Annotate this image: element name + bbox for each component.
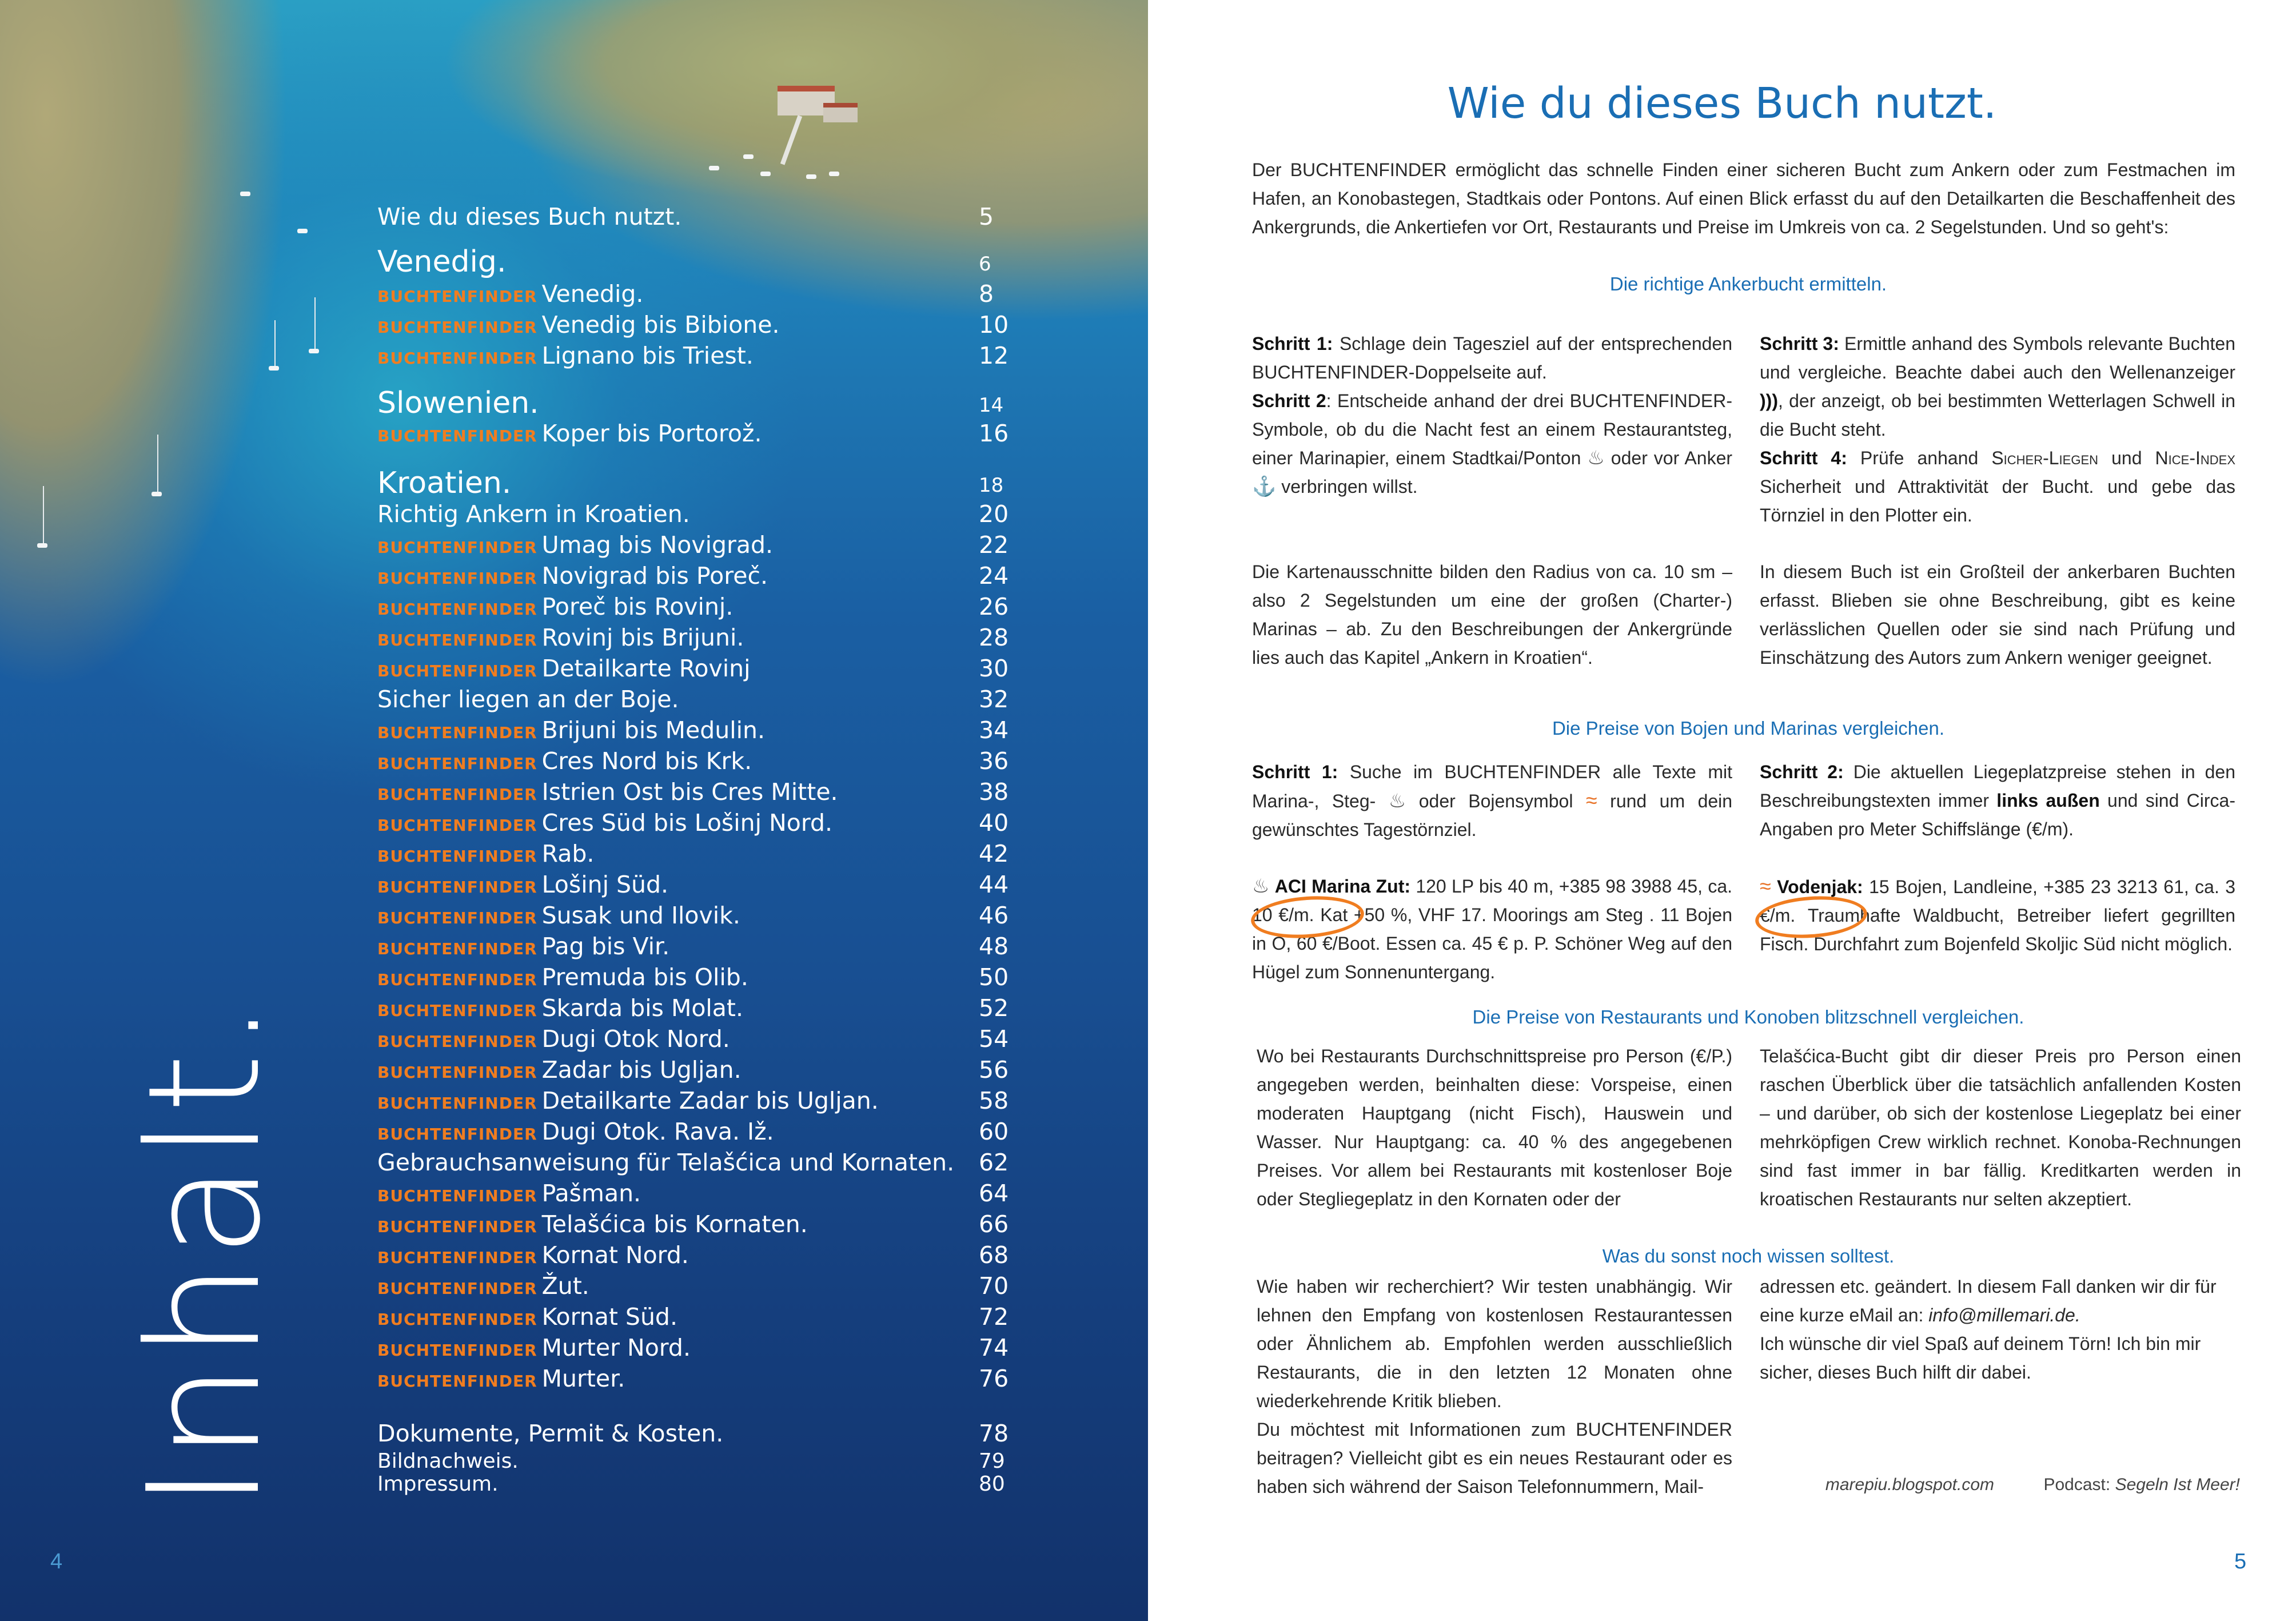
toc-entry[interactable] [377, 386, 1004, 420]
toc-page-number: 16 [979, 420, 1009, 447]
contact-paragraph [1760, 1272, 2241, 1387]
toc-page-number: 72 [979, 1303, 1009, 1331]
step-text: : Entscheide anhand der drei BUCHTENFINDER-Symbole, ob du die Nacht fest an einem Restaurantsteg, einer Marinapier, einem Stadtkai/Ponton [1252, 391, 1732, 468]
toc-prefix: BUCHTENFINDER [377, 816, 537, 835]
toc-prefix: BUCHTENFINDER [377, 1125, 537, 1144]
sailboat [37, 543, 47, 548]
toc-prefix: BUCHTENFINDER [377, 427, 537, 445]
toc-title: Richtig Ankern in Kroatien. [377, 500, 690, 528]
wish-text: Ich wünsche dir viel Spaß auf deinem Törn! Ich bin mir sicher, dieses Buch hilft dir dabei. [1760, 1333, 2201, 1383]
toc-title: Wie du dieses Buch nutzt. [377, 203, 682, 230]
toc-entry[interactable] [377, 342, 1009, 376]
toc-page-number: 50 [979, 963, 1009, 991]
sailboat-mast [43, 486, 44, 543]
marina-icon: ♨ [1252, 875, 1270, 897]
podcast-label: Podcast: [2043, 1475, 2111, 1494]
toc-page-number: 48 [979, 933, 1009, 960]
toc-prefix: BUCHTENFINDER [377, 785, 537, 804]
section-heading-more-info: Was du sonst noch wissen solltest. [1602, 1245, 1895, 1266]
step-label: Schritt 1: [1252, 333, 1333, 354]
toc-title: Brijuni bis Medulin. [541, 716, 766, 744]
toc-prefix: BUCHTENFINDER [377, 1279, 537, 1298]
research-paragraph [1257, 1272, 1732, 1501]
toc-title: Kornat Süd. [541, 1303, 677, 1331]
toc-entry[interactable] [377, 1303, 1009, 1337]
toc-entry[interactable] [377, 466, 1004, 500]
toc-entry[interactable] [377, 1365, 1009, 1399]
step-text: Suche im BUCHTENFINDER alle Texte mit Marina-, Steg- [1252, 762, 1733, 811]
toc-entry[interactable] [377, 1241, 1009, 1276]
buoy-icon: ≈ [1760, 874, 1771, 898]
podcast-name: Segeln Ist Meer! [2115, 1475, 2240, 1494]
toc-title: Koper bis Portorož. [541, 420, 762, 447]
restaurant-building [823, 103, 858, 122]
intro-paragraph: Der BUCHTENFINDER ermöglicht das schnelle Finden einer sicheren Bucht zum Ankern oder zum Festmachen im Hafen, an Konobastegen, Stadtkais oder Pontons. Auf einen Blick erfasst du auf den Detailkarten die Beschaffenheit des Ankergrunds, die Ankertiefen vor Ort, Restaurants und Preise im Umkreis von ca. 2 Segelstunden. Und so geht's: [1252, 160, 2235, 237]
toc-prefix: BUCHTENFINDER [377, 847, 537, 866]
toc-entry[interactable] [377, 624, 1009, 658]
index-name: Nice-Index [2155, 448, 2235, 468]
toc-entry[interactable] [377, 1420, 1009, 1454]
toc-title: Novigrad bis Poreč. [541, 562, 768, 590]
pier [780, 115, 802, 165]
step-text: , der anzeigt, ob bei bestimmten Wetterlagen Schwell in die Bucht steht. [1760, 391, 2235, 440]
toc-page-number: 42 [979, 840, 1009, 867]
boat [709, 166, 719, 170]
step-text: oder Bojensymbol [1418, 791, 1573, 811]
boat [297, 229, 308, 233]
wave-indicator-icon: ))) [1760, 391, 1778, 411]
toc-title: Venedig. [377, 245, 507, 279]
toc-page-number: 38 [979, 778, 1009, 806]
right-page [1148, 0, 2296, 1621]
toc-entry[interactable] [377, 280, 995, 314]
blog-link[interactable]: marepiu.blogspot.com [1825, 1475, 1994, 1494]
toc-title: Murter. [541, 1365, 625, 1392]
podcast-credit [2028, 1475, 2240, 1495]
toc-title: Dokumente, Permit & Kosten. [377, 1420, 724, 1447]
toc-entry[interactable] [377, 778, 1009, 813]
step-label: Schritt 1: [1252, 762, 1338, 782]
toc-title: Kroatien. [377, 466, 512, 500]
boat [240, 192, 250, 196]
boat [829, 172, 839, 176]
toc-prefix: BUCHTENFINDER [377, 1032, 537, 1051]
toc-page-number: 52 [979, 994, 1009, 1022]
toc-entry[interactable] [377, 747, 1009, 782]
toc-entry[interactable] [377, 871, 1009, 905]
toc-page-number: 46 [979, 902, 1009, 929]
toc-page-number: 60 [979, 1118, 1009, 1145]
sailboat [309, 349, 319, 353]
toc-prefix: BUCHTENFINDER [377, 878, 537, 897]
contribute-text: Du möchtest mit Informationen zum BUCHTENFINDER beitragen? Vielleicht gibt es ein neues Restaurant oder es haben sich während der Saison Telefonnummern, Mail- [1257, 1419, 1732, 1497]
step-label: Schritt 2 [1252, 391, 1326, 411]
toc-title: Cres Süd bis Lošinj Nord. [541, 809, 833, 837]
email-link[interactable]: info@millemari.de. [1928, 1305, 2080, 1325]
toc-page-number: 56 [979, 1056, 1009, 1084]
toc-title: Susak und Ilovik. [541, 902, 740, 929]
example-text: 15 Bojen, Landleine, +385 23 3213 61, ca. 3 €/m. Traumhafte Waldbucht, Betreiber liefert gegrillten Fisch. Durchfahrt zum Bojenfeld Skoljic Süd nicht möglich. [1760, 877, 2236, 954]
toc-title: Zadar bis Ugljan. [541, 1056, 742, 1084]
toc-title: Žut. [541, 1272, 589, 1300]
toc-page-number: 28 [979, 624, 1009, 651]
anchor-icon: ⚓ [1252, 476, 1277, 497]
restaurant-paragraph-right: Telašćica-Bucht gibt dir dieser Preis pro Person einen raschen Überblick über die tatsächlich anfallenden Kosten – und darüber, ob sich der kostenlose Liegeplatz bei einer mehrköpfigen Crew wirklich rechnet. Konoba-Rechnungen sind fast immer in bar fällig. Kreditkarten werden in kroatischen Restaurants nur selten akzeptiert. [1760, 1046, 2241, 1209]
toc-prefix: BUCHTENFINDER [377, 318, 537, 337]
step-text: Prüfe anhand [1860, 448, 1979, 468]
toc-title: Venedig bis Bibione. [541, 311, 780, 338]
toc-page-number: 32 [979, 686, 1009, 713]
toc-prefix: BUCHTENFINDER [377, 662, 537, 680]
toc-entry[interactable] [377, 1334, 1009, 1368]
toc-title: Slowenien. [377, 386, 539, 420]
coverage-paragraph: In diesem Buch ist ein Großteil der ankerbaren Buchten erfasst. Blieben sie ohne Beschreibung, gibt es keine verlässlichen Quellen oder sie sind nach Prüfung und Einschätzung des Autors zum Ankern weniger geeignet. [1760, 561, 2235, 668]
toc-entry[interactable] [377, 809, 1009, 843]
index-name: Sicher-Liegen [1991, 448, 2099, 468]
toc-prefix: BUCHTENFINDER [377, 1248, 537, 1267]
toc-prefix: BUCHTENFINDER [377, 1186, 537, 1205]
toc-prefix: BUCHTENFINDER [377, 723, 537, 742]
toc-prefix: BUCHTENFINDER [377, 939, 537, 958]
toc-title: Pašman. [541, 1180, 641, 1207]
sailboat-mast [314, 297, 316, 349]
step-text: oder vor Anker [1611, 448, 1733, 468]
example-label: ACI Marina Zut: [1274, 876, 1411, 897]
toc-entry[interactable] [377, 593, 1009, 627]
toc-page-number: 74 [979, 1334, 1009, 1361]
steps-3-4 [1760, 329, 2235, 529]
page-number-left: 4 [50, 1550, 63, 1574]
toc-entry[interactable] [377, 1118, 1009, 1152]
toc-title: Premuda bis Olib. [541, 963, 748, 991]
toc-entry[interactable] [377, 840, 1009, 874]
toc-title: Cres Nord bis Krk. [541, 747, 752, 775]
toc-prefix: BUCHTENFINDER [377, 538, 537, 557]
toc-page-number: 70 [979, 1272, 1009, 1300]
toc-page-number: 68 [979, 1241, 1009, 1269]
sailboat-mast [157, 435, 158, 492]
contact-text: adressen etc. geändert. In diesem Fall danken wir dir für eine kurze eMail an: [1760, 1276, 2217, 1325]
toc-prefix: BUCHTENFINDER [377, 600, 537, 619]
toc-entry[interactable] [377, 963, 1009, 998]
toc-title: Kornat Nord. [541, 1241, 689, 1269]
pier-icon: ♨ [1388, 790, 1406, 812]
buoy-icon: ≈ [1585, 788, 1597, 812]
toc-page-number: 26 [979, 593, 1009, 620]
toc-title: Dugi Otok Nord. [541, 1025, 730, 1053]
toc-entry[interactable] [377, 1025, 1009, 1060]
toc-entry[interactable] [377, 245, 995, 279]
restaurant-paragraph-left: Wo bei Restaurants Durchschnittspreise pro Person (€/P.) angegeben werden, beinhalten diese: Vorspeise, einen moderaten Hauptgang (nicht Fisch), Hauswein und Wasser. Nur Hauptgang: ca. 40 % des angegebenen Preises. Vor allem bei Restaurants mit kostenloser Boje oder Stegliegeplatz in den Kornaten oder der [1257, 1046, 1732, 1209]
toc-title: Rovinj bis Brijuni. [541, 624, 744, 651]
step-text: und [2111, 448, 2142, 468]
toc-page-number: 12 [979, 342, 1009, 369]
toc-entry[interactable] [377, 994, 1009, 1029]
price-step-2 [1760, 758, 2235, 843]
toc-page-number: 6 [979, 253, 991, 276]
sailboat [152, 492, 162, 496]
sailboat [269, 366, 279, 371]
page-number-right: 5 [2234, 1550, 2247, 1574]
toc-entry[interactable] [377, 203, 995, 237]
restaurant-pier-icon: ♨ [1587, 447, 1605, 469]
toc-prefix: BUCHTENFINDER [377, 569, 537, 588]
toc-title: Skarda bis Molat. [541, 994, 744, 1022]
toc-entry[interactable] [377, 655, 1009, 689]
toc-page-number: 22 [979, 531, 1009, 559]
step-text: rund um dein gewünschtes Tagestörnziel. [1252, 791, 1733, 840]
toc-title: Bildnachweis. [377, 1449, 519, 1473]
toc-page-number: 64 [979, 1180, 1009, 1207]
toc-page-number: 36 [979, 747, 1009, 775]
toc-prefix: BUCHTENFINDER [377, 1063, 537, 1082]
step-text: Sicherheit und Attraktivität der Bucht. und gebe das Törnziel in den Plotter ein. [1760, 476, 2235, 525]
toc-entry[interactable] [377, 531, 1009, 565]
toc-prefix: BUCHTENFINDER [377, 287, 537, 306]
toc-title: Dugi Otok. Rava. Iž. [541, 1118, 774, 1145]
toc-page-number: 8 [979, 280, 994, 308]
toc-prefix: BUCHTENFINDER [377, 1341, 537, 1360]
toc-prefix: BUCHTENFINDER [377, 970, 537, 989]
toc-entry[interactable] [377, 500, 1009, 535]
toc-page-number: 30 [979, 655, 1009, 682]
toc-page-number: 54 [979, 1025, 1009, 1053]
toc-entry[interactable] [377, 902, 1009, 936]
toc-title: Lignano bis Triest. [541, 342, 754, 369]
example-text: 120 LP bis 40 m, +385 98 3988 45, ca. 10 €/m. Kat +50 %, VHF 17. Moorings am Steg . 11 Bojen in O, 60 €/Boot. Essen ca. 45 € p. P. Schöner Weg auf den Hügel zum Sonnenuntergang. [1252, 876, 1733, 982]
price-step-1 [1252, 758, 1732, 844]
toc-title: Lošinj Süd. [541, 871, 669, 898]
step-label: Schritt 2: [1760, 762, 1844, 782]
map-radius-paragraph: Die Kartenausschnitte bilden den Radius von ca. 10 sm – also 2 Segelstunden um eine der großen (Charter-) Marinas – ab. Zu den Beschreibungen der Ankergründe lies auch das Kapitel „Ankern in Kroatien“. [1252, 561, 1732, 668]
toc-page-number: 44 [979, 871, 1009, 898]
section-heading-buoy-prices: Die Preise von Bojen und Marinas vergleichen. [1552, 718, 1945, 739]
toc-entry[interactable] [377, 1149, 1009, 1183]
toc-prefix: BUCHTENFINDER [377, 631, 537, 650]
toc-page-number: 34 [979, 716, 1009, 744]
toc-title: Impressum. [377, 1472, 499, 1496]
toc-entry[interactable] [377, 1056, 1009, 1090]
toc-page-number: 62 [979, 1149, 1009, 1176]
toc-entry[interactable] [377, 933, 1009, 967]
toc-prefix: BUCHTENFINDER [377, 1217, 537, 1236]
toc-entry[interactable] [377, 716, 1009, 751]
toc-entry[interactable] [377, 1180, 1009, 1214]
toc-title: Detailkarte Rovinj [541, 655, 751, 682]
step-text: verbringen willst. [1281, 476, 1418, 497]
example-label: Vodenjak: [1777, 877, 1863, 897]
step-text: Schlage dein Tagesziel auf der entsprechenden BUCHTENFINDER-Doppelseite auf. [1252, 333, 1733, 383]
toc-entry[interactable] [377, 686, 1009, 720]
toc-prefix: BUCHTENFINDER [377, 1001, 537, 1020]
toc-title: Murter Nord. [541, 1334, 691, 1361]
page-title: Wie du dieses Buch nutzt. [1447, 79, 1997, 128]
toc-page-number: 79 [979, 1449, 1005, 1473]
toc-prefix: BUCHTENFINDER [377, 349, 537, 368]
vertical-title: Inhalt. [114, 997, 294, 1510]
toc-page-number: 20 [979, 500, 1009, 528]
toc-page-number: 5 [979, 203, 994, 230]
boat [760, 172, 771, 176]
toc-title: Venedig. [541, 280, 644, 308]
toc-page-number: 14 [979, 394, 1004, 417]
toc-entry[interactable] [377, 562, 1009, 596]
section-heading-anchor-bay: Die richtige Ankerbucht ermitteln. [1609, 273, 1887, 294]
step-text: Die aktuellen Liegeplatzpreise stehen in den Beschreibungstexten immer [1760, 762, 2235, 811]
toc-page-number: 18 [979, 474, 1004, 497]
steps-1-2 [1252, 329, 1732, 501]
toc-entry[interactable] [377, 1472, 1005, 1507]
toc-title: Pag bis Vir. [541, 933, 670, 960]
toc-page-number: 40 [979, 809, 1009, 837]
step-text: Ermittle anhand des Symbols relevante Buchten und vergleiche. Beachte dabei auch den Wellenanzeiger [1760, 333, 2236, 383]
toc-entry[interactable] [377, 1210, 1009, 1245]
toc-entry[interactable] [377, 1272, 1009, 1307]
toc-page-number: 80 [979, 1472, 1005, 1496]
step-label: Schritt 3: [1760, 333, 1839, 354]
toc-title: Telašćica bis Kornaten. [541, 1210, 808, 1238]
toc-title: Detailkarte Zadar bis Ugljan. [541, 1087, 879, 1114]
toc-prefix: BUCHTENFINDER [377, 909, 537, 927]
toc-title: Rab. [541, 840, 595, 867]
toc-page-number: 66 [979, 1210, 1009, 1238]
toc-page-number: 58 [979, 1087, 1009, 1114]
research-text: Wie haben wir recherchiert? Wir testen unabhängig. Wir lehnen den Empfang von kostenlosen Restaurantessen oder Ähnlichem ab. Empfohlen werden ausschließlich Restaurants, die in den letzten 12 Monaten ohne wiederkehrende Kritik blieben. [1257, 1276, 1732, 1411]
boat [743, 154, 754, 159]
toc-title: Poreč bis Rovinj. [541, 593, 734, 620]
step-text: und sind Circa-Angaben pro Meter Schiffslänge (€/m). [1760, 790, 2235, 839]
toc-page-number: 78 [979, 1420, 1009, 1447]
toc-page-number: 10 [979, 311, 1009, 338]
toc-prefix: BUCHTENFINDER [377, 1094, 537, 1113]
toc-entry[interactable] [377, 1087, 1009, 1121]
toc-title: Gebrauchsanweisung für Telašćica und Kornaten. [377, 1149, 955, 1176]
toc-page-number: 24 [979, 562, 1009, 590]
toc-prefix: BUCHTENFINDER [377, 1372, 537, 1391]
toc-title: Umag bis Novigrad. [541, 531, 774, 559]
step-label: Schritt 4: [1760, 448, 1847, 468]
sailboat-mast [274, 320, 276, 366]
boat [806, 174, 816, 179]
toc-title: Istrien Ost bis Cres Mitte. [541, 778, 838, 806]
toc-prefix: BUCHTENFINDER [377, 754, 537, 773]
toc-title: Sicher liegen an der Boje. [377, 686, 679, 713]
section-heading-restaurant-prices: Die Preise von Restaurants und Konoben blitzschnell vergleichen. [1472, 1006, 2024, 1027]
toc-entry[interactable] [377, 311, 1009, 345]
emphasis: links außen [1996, 790, 2100, 811]
toc-entry[interactable] [377, 420, 1009, 454]
toc-page-number: 76 [979, 1365, 1009, 1392]
toc-prefix: BUCHTENFINDER [377, 1310, 537, 1329]
